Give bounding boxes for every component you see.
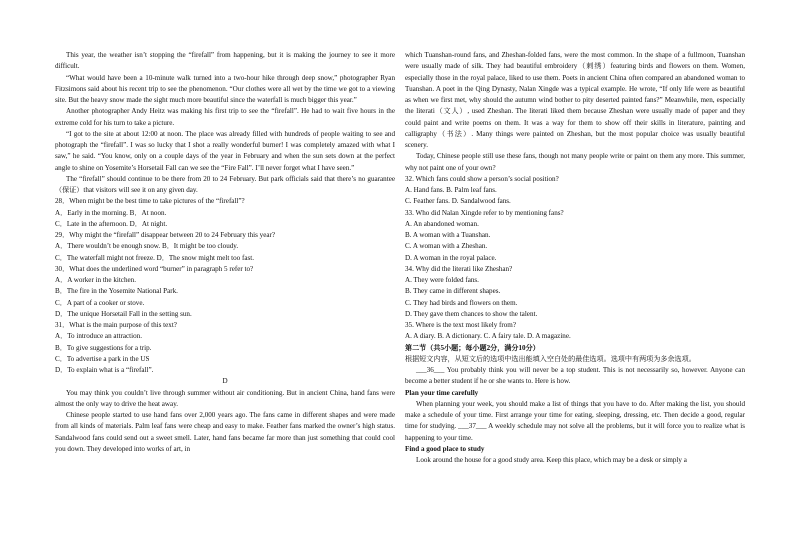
left-column (55, 50, 395, 455)
option-line: A．Early in the morning. B．At noon. (55, 208, 167, 217)
option-line: C．The waterfall might not freeze. D．The snow might melt too fast. (55, 253, 254, 262)
question-30: 30．What does the underlined word “burner” in paragraph 5 refer to? (55, 264, 254, 273)
option-line: A. A diary. B. A dictionary. C. A fairy tale. D. A magazine. (405, 332, 571, 341)
question-31: 31．What is the main purpose of this text? (55, 321, 177, 329)
subheading: Plan your time carefully (405, 388, 479, 397)
paragraph: ___36___ You probably think you will never be a top student. This is not necessarily so, however. Anyone can become a better student if he or she wants to. Here is how. (405, 366, 745, 386)
option-line: D. A woman in the royal palace. (405, 253, 497, 262)
option-line: C. A woman with a Zheshan. (405, 242, 488, 251)
question-34: 34. Why did the literati like Zheshan? (405, 264, 513, 273)
section-heading-d: D (222, 377, 228, 386)
paragraph: “I got to the site at about 12:00 at noon. The place was already filled with hundreds of people waiting to see and photograph the “firefall”. I was so lucky that I shot a really wonderful burner! I was completely amazed with what I saw,” he said. “You know, only on a couple days of the year in February and when the sun sets down at the perfect angle to shine on Yosemite’s Horsetail Fall can we see the “Fire Fall”. I’ll never forget what I have seen.” (55, 129, 395, 172)
option-line: D．The unique Horsetail Fall in the setting sun. (55, 309, 192, 318)
option-line: C. They had birds and flowers on them. (405, 298, 518, 307)
option-line: C．Late in the afternoon. D．At night. (55, 219, 168, 228)
paragraph: When planning your week, you should make a list of things that you have to do. After making the list, you should make a schedule of your time. First arrange your time for eating, sleeping, dressing, etc. Then decide a good, regular time for studying. ___37___ A weekly schedule may not solve all the problems, but it will force you to realize what is happening to your time. (405, 399, 745, 442)
option-line: A. An abandoned woman. (405, 219, 479, 228)
option-line: A．There wouldn’t be enough snow. B．It might be too cloudy. (55, 242, 239, 251)
right-column (405, 50, 745, 466)
option-line: B．The fire in the Yosemite National Park. (55, 287, 178, 296)
option-line: B. A woman with a Tuanshan. (405, 231, 491, 239)
subheading: Find a good place to study (405, 444, 485, 453)
paragraph: You may think you couldn’t live through summer without air conditioning. But in ancient China, hand fans were almost the only way to drive the heat away. (55, 388, 395, 408)
option-line: A. Hand fans. B. Palm leaf fans. (405, 186, 497, 194)
option-line: D. They gave them chances to show the talent. (405, 309, 538, 318)
question-29: 29．Why might the “firefall” disappear between 20 to 24 February this year? (55, 231, 276, 239)
paragraph: which Tuanshan-round fans, and Zheshan-folded fans, were the most common. In the shape of a fullmoon, Tuanshan were usually made of silk. They had beautiful embroidery（刺绣）featuring birds and flowers on them. Women, especially those in the royal palace, liked to use them. Poets in ancient China often compared an abandoned woman to Tuanshan. A poet in the Qing Dynasty, Nalan Xingde was a typical example. He wrote, “If only life were as beautiful as when we first met, why should the autumn wind bother to pity deserted painted fans?” Meanwhile, men, especially the literati（文人）, used Zheshan. The literati liked them because Zheshan were usually made of paper and they could paint and write poems on them. It was a way for them to show off their skills in literature, painting and calligraphy（书法）. Many things were painted on Zheshan, but the most popular choice was usually beautiful scenery. (405, 51, 745, 149)
option-line: A．To introduce an attraction. (55, 332, 142, 341)
paragraph: The “firefall” should continue to be there from 20 to 24 February. But park officials said that there’s no guarantee（保证）that visitors will see it on any given day. (55, 174, 395, 194)
paragraph: Another photographer Andy Heitz was making his first trip to see the “firefall”. He had to wait five hours in the extreme cold for his turn to take a picture. (55, 107, 395, 127)
instruction: 根据短文内容，从短文后的选项中选出能填入空白处的最佳选项。选项中有两项为多余选项。 (405, 354, 696, 363)
question-35: 35. Where is the text most likely from? (405, 321, 516, 329)
paragraph: This year, the weather isn’t stopping the “firefall” from happening, but it is making the journey to see it more difficult. (55, 51, 395, 71)
paragraph: “What would have been a 10-minute walk turned into a two-hour hike through deep snow,” photographer Ryan Fitzsimons said about his recent trip to see the phenomenon. “Our clothes were all wet by the time we got to a viewing site. But the heavy snow made the sight much more beautiful since the waterfall is much bigger this year.” (55, 73, 395, 104)
option-line: A. They were folded fans. (405, 276, 479, 284)
question-33: 33. Who did Nalan Xingde refer to by mentioning fans? (405, 208, 564, 217)
paragraph: Look around the house for a good study area. Keep this place, which may be a desk or simply a (416, 456, 687, 464)
option-line: A．A worker in the kitchen. (55, 276, 136, 284)
option-line: B. They came in different shapes. (405, 287, 501, 296)
paragraph: Today, Chinese people still use these fans, though not many people write or paint on them any more. This summer, why not paint one of your own? (405, 152, 745, 172)
option-line: B．To give suggestions for a trip. (55, 343, 152, 352)
section-heading: 第二节（共5小题；每小题2分，满分10分） (405, 343, 540, 352)
paragraph: Chinese people started to use hand fans over 2,000 years ago. The fans came in different shapes and were made from all kinds of materials. Palm leaf fans were cheap and easy to make. Feather fans marked the owner’s high status. Sandalwood fans could send out a sweet smell. Later, hand fans became far more than just something that could cool you down. They developed into works of art, in (55, 411, 395, 453)
option-line: C．To advertise a park in the US (55, 354, 150, 363)
option-line: D．To explain what is a “firefall”. (55, 366, 154, 374)
question-28: 28．When might be the best time to take pictures of the “firefall”? (55, 197, 245, 206)
option-line: C．A part of a cooker or stove. (55, 298, 145, 307)
option-line: C. Feather fans. D. Sandalwood fans. (405, 197, 511, 206)
question-32: 32. Which fans could show a person’s social position? (405, 174, 559, 183)
